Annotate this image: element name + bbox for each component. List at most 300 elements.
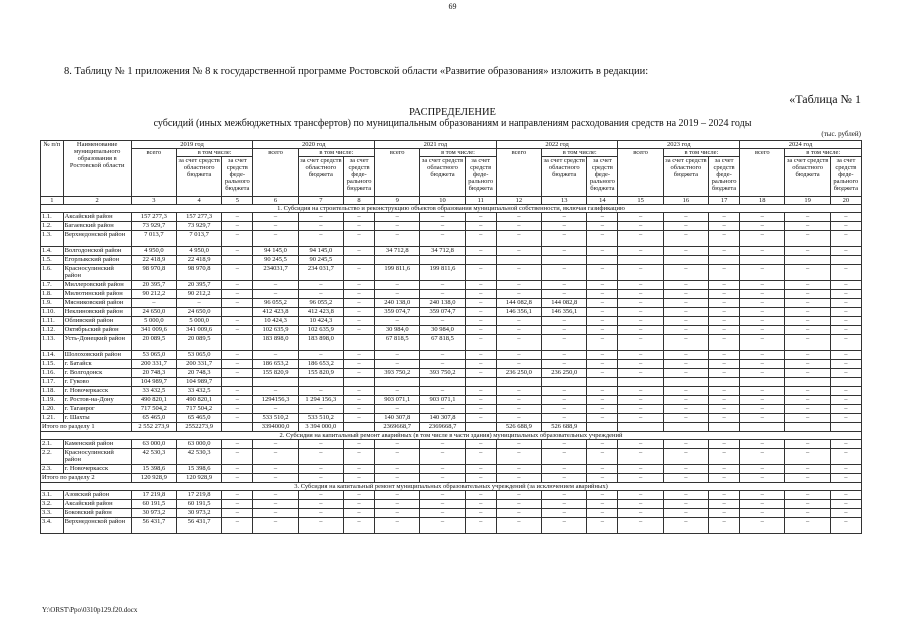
value-cell: – — [618, 509, 663, 518]
value-cell: – — [587, 317, 618, 326]
value-cell: – — [465, 281, 496, 290]
value-cell: – — [830, 213, 861, 222]
value-cell: – — [465, 213, 496, 222]
value-cell: – — [465, 247, 496, 256]
value-cell: – — [709, 414, 740, 423]
value-cell: 5 000,0 — [131, 317, 176, 326]
value-cell: – — [663, 231, 708, 247]
value-cell: 144 082,8 — [496, 299, 541, 308]
value-cell: – — [740, 290, 785, 299]
header-fed: за счет средств феде-рального бюджета — [830, 157, 861, 197]
header-obl: за счет средств областного бюджета — [542, 157, 587, 197]
value-cell: – — [542, 290, 587, 299]
header-row-incl — [41, 149, 862, 157]
value-cell: 60 191,5 — [131, 500, 176, 509]
value-cell: 7 013,7 — [176, 231, 221, 247]
value-cell: – — [587, 299, 618, 308]
value-cell: 73 929,7 — [176, 222, 221, 231]
value-cell: – — [298, 465, 343, 474]
value-cell: – — [222, 326, 253, 335]
value-cell: – — [375, 509, 420, 518]
value-cell: – — [785, 369, 830, 378]
value-cell: – — [618, 265, 663, 281]
row-number: 1.17. — [41, 378, 64, 387]
value-cell: 90 245,5 — [253, 256, 298, 265]
value-cell: 903 071,1 — [375, 396, 420, 405]
value-cell: – — [465, 396, 496, 405]
header-total: всего — [253, 149, 298, 197]
value-cell: – — [740, 396, 785, 405]
column-number: 6 — [253, 197, 298, 205]
table-row — [41, 335, 862, 351]
value-cell: – — [709, 299, 740, 308]
value-cell: – — [785, 405, 830, 414]
value-cell: – — [663, 414, 708, 423]
value-cell: – — [663, 387, 708, 396]
row-number: 1.3. — [41, 231, 64, 247]
value-cell: 199 811,6 — [420, 265, 465, 281]
value-cell: – — [587, 231, 618, 247]
value-cell: 24 650,0 — [176, 308, 221, 317]
row-number: 1.15. — [41, 360, 64, 369]
header-total: всего — [131, 149, 176, 197]
value-cell: – — [496, 335, 541, 351]
value-cell: – — [344, 265, 375, 281]
value-cell: – — [542, 360, 587, 369]
value-cell: – — [663, 308, 708, 317]
value-cell: – — [298, 518, 343, 534]
value-cell: – — [222, 281, 253, 290]
header-year: 2022 год — [496, 141, 618, 149]
value-cell — [542, 256, 587, 265]
value-cell: – — [785, 281, 830, 290]
value-cell — [222, 378, 253, 387]
row-number: 1.13. — [41, 335, 64, 351]
row-number: 1.6. — [41, 265, 64, 281]
value-cell: – — [587, 360, 618, 369]
row-number: 1.5. — [41, 256, 64, 265]
value-cell: – — [785, 351, 830, 360]
footer-path: Y:\ORST\Ppo\0310p129.f20.docx — [42, 606, 138, 614]
value-cell: 22 418,9 — [131, 256, 176, 265]
value-cell: – — [542, 396, 587, 405]
column-number: 3 — [131, 197, 176, 205]
total-value-cell — [663, 423, 708, 432]
column-number: 13 — [542, 197, 587, 205]
value-cell: – — [663, 326, 708, 335]
value-cell: – — [542, 335, 587, 351]
value-cell: – — [663, 222, 708, 231]
table-row — [41, 326, 862, 335]
value-cell: – — [344, 518, 375, 534]
section-total-row — [41, 474, 862, 483]
table-row — [41, 317, 862, 326]
value-cell: – — [222, 449, 253, 465]
value-cell: – — [785, 290, 830, 299]
value-cell: – — [496, 440, 541, 449]
value-cell: – — [709, 387, 740, 396]
value-cell: – — [740, 449, 785, 465]
value-cell: – — [542, 491, 587, 500]
value-cell: – — [830, 308, 861, 317]
municipality-name: Красносулинский район — [63, 265, 131, 281]
value-cell: 717 504,2 — [176, 405, 221, 414]
value-cell: – — [344, 360, 375, 369]
section-total-label: Итого по разделу 1 — [41, 423, 132, 432]
value-cell: 200 331,7 — [176, 360, 221, 369]
header-total: всего — [375, 149, 420, 197]
value-cell: – — [465, 299, 496, 308]
value-cell: 34 712,8 — [420, 247, 465, 256]
value-cell: – — [420, 465, 465, 474]
value-cell: – — [253, 281, 298, 290]
value-cell: – — [542, 326, 587, 335]
value-cell: – — [420, 222, 465, 231]
municipality-name: Шолоховский район — [63, 351, 131, 360]
column-number: 17 — [709, 197, 740, 205]
value-cell: – — [496, 265, 541, 281]
total-value-cell — [830, 423, 861, 432]
value-cell: – — [618, 491, 663, 500]
value-cell: – — [465, 351, 496, 360]
header-obl: за счет средств областного бюджета — [663, 157, 708, 197]
value-cell: – — [222, 231, 253, 247]
value-cell: – — [253, 500, 298, 509]
value-cell: 42 530,3 — [176, 449, 221, 465]
header-obl: за счет средств областного бюджета — [298, 157, 343, 197]
value-cell: – — [785, 465, 830, 474]
value-cell: 146 356,1 — [542, 308, 587, 317]
value-cell: – — [344, 281, 375, 290]
value-cell: – — [740, 317, 785, 326]
value-cell: 63 000,0 — [176, 440, 221, 449]
section-title-row — [41, 205, 862, 213]
table-row — [41, 369, 862, 378]
value-cell: 10 424,3 — [298, 317, 343, 326]
value-cell: – — [618, 440, 663, 449]
value-cell: – — [465, 360, 496, 369]
value-cell: 30 973,2 — [176, 509, 221, 518]
value-cell: – — [253, 231, 298, 247]
value-cell: – — [542, 213, 587, 222]
table-row — [41, 256, 862, 265]
value-cell — [785, 256, 830, 265]
municipality-name: Волгодонской район — [63, 247, 131, 256]
header-obl: за счет средств областного бюджета — [420, 157, 465, 197]
value-cell: – — [709, 440, 740, 449]
value-cell: – — [465, 335, 496, 351]
value-cell — [298, 378, 343, 387]
value-cell: – — [663, 509, 708, 518]
value-cell — [465, 378, 496, 387]
value-cell: – — [618, 326, 663, 335]
document-title: РАСПРЕДЕЛЕНИЕ — [409, 107, 496, 118]
value-cell: – — [222, 213, 253, 222]
row-number: 3.4. — [41, 518, 64, 534]
value-cell: – — [222, 360, 253, 369]
total-value-cell: – — [785, 474, 830, 483]
total-value-cell: – — [298, 474, 343, 483]
value-cell: – — [253, 518, 298, 534]
value-cell: – — [740, 518, 785, 534]
section-title: 2. Субсидия на капитальный ремонт аварийных (в том числе в части здания) муниципальных образовательных учреждений — [41, 432, 862, 440]
value-cell: – — [740, 414, 785, 423]
column-number: 8 — [344, 197, 375, 205]
value-cell: 56 431,7 — [131, 518, 176, 534]
value-cell: – — [344, 290, 375, 299]
page-number: 69 — [448, 2, 457, 11]
value-cell: 20 748,3 — [131, 369, 176, 378]
value-cell: – — [830, 351, 861, 360]
value-cell: – — [496, 290, 541, 299]
value-cell: – — [663, 449, 708, 465]
municipality-name: г. Шахты — [63, 414, 131, 423]
value-cell: 20 089,5 — [131, 335, 176, 351]
value-cell: – — [663, 369, 708, 378]
row-number: 1.2. — [41, 222, 64, 231]
value-cell: – — [298, 213, 343, 222]
value-cell: – — [420, 213, 465, 222]
value-cell — [496, 378, 541, 387]
value-cell — [709, 378, 740, 387]
value-cell: – — [496, 317, 541, 326]
value-cell: – — [496, 222, 541, 231]
value-cell: – — [465, 326, 496, 335]
value-cell: – — [830, 509, 861, 518]
value-cell: 17 219,8 — [176, 491, 221, 500]
value-cell: 183 898,0 — [298, 335, 343, 351]
value-cell: – — [709, 290, 740, 299]
value-cell: – — [253, 222, 298, 231]
value-cell: – — [298, 509, 343, 518]
value-cell: – — [222, 414, 253, 423]
row-number: 1.7. — [41, 281, 64, 290]
total-value-cell: – — [542, 474, 587, 483]
value-cell: – — [496, 414, 541, 423]
value-cell: – — [222, 396, 253, 405]
value-cell: – — [785, 265, 830, 281]
total-value-cell — [709, 423, 740, 432]
value-cell: 533 510,2 — [253, 414, 298, 423]
value-cell: 65 465,0 — [131, 414, 176, 423]
value-cell: – — [542, 281, 587, 290]
value-cell — [222, 335, 253, 351]
value-cell: 60 191,5 — [176, 500, 221, 509]
value-cell: – — [785, 299, 830, 308]
municipality-name: Мясниковский район — [63, 299, 131, 308]
value-cell: – — [344, 247, 375, 256]
value-cell — [587, 256, 618, 265]
table-row — [41, 281, 862, 290]
total-value-cell: – — [830, 474, 861, 483]
value-cell: – — [618, 213, 663, 222]
municipality-name: г. Гуково — [63, 378, 131, 387]
row-number: 1.8. — [41, 290, 64, 299]
value-cell: – — [542, 440, 587, 449]
value-cell: – — [375, 317, 420, 326]
value-cell: – — [298, 491, 343, 500]
value-cell: – — [222, 290, 253, 299]
value-cell — [830, 378, 861, 387]
value-cell: 65 465,0 — [176, 414, 221, 423]
value-cell: – — [830, 518, 861, 534]
value-cell: – — [542, 449, 587, 465]
value-cell: – — [709, 308, 740, 317]
value-cell: – — [663, 491, 708, 500]
value-cell: 102 635,9 — [298, 326, 343, 335]
column-number: 1 — [41, 197, 64, 205]
value-cell — [222, 256, 253, 265]
column-number: 12 — [496, 197, 541, 205]
value-cell: – — [830, 281, 861, 290]
table-row — [41, 449, 862, 465]
value-cell: – — [496, 405, 541, 414]
value-cell: – — [344, 414, 375, 423]
value-cell: 1 294 156,3 — [298, 396, 343, 405]
value-cell: – — [709, 405, 740, 414]
value-cell — [420, 256, 465, 265]
total-value-cell — [465, 423, 496, 432]
value-cell: – — [465, 440, 496, 449]
header-year: 2024 год — [740, 141, 862, 149]
total-value-cell — [785, 423, 830, 432]
row-number: 1.1. — [41, 213, 64, 222]
value-cell: 234031,7 — [253, 265, 298, 281]
section-total-label: Итого по разделу 2 — [41, 474, 132, 483]
total-value-cell: 120 928,9 — [176, 474, 221, 483]
total-value-cell — [587, 423, 618, 432]
value-cell: – — [465, 449, 496, 465]
value-cell — [587, 378, 618, 387]
value-cell: – — [785, 440, 830, 449]
total-value-cell: 526 688,9 — [496, 423, 541, 432]
value-cell — [344, 335, 375, 351]
value-cell: – — [587, 213, 618, 222]
value-cell: 90 212,2 — [131, 290, 176, 299]
header-incl: в том числе: — [298, 149, 374, 157]
value-cell: – — [663, 500, 708, 509]
table-row — [41, 265, 862, 281]
value-cell: – — [542, 265, 587, 281]
value-cell: – — [740, 465, 785, 474]
header-incl: в том числе: — [785, 149, 862, 157]
total-value-cell: 2552273,9 — [176, 423, 221, 432]
value-cell: – — [253, 290, 298, 299]
value-cell: – — [740, 308, 785, 317]
value-cell: – — [740, 335, 785, 351]
column-number: 7 — [298, 197, 343, 205]
table-row — [41, 299, 862, 308]
value-cell: – — [344, 440, 375, 449]
header-fed: за счет средств феде-рального бюджета — [222, 157, 253, 197]
value-cell: – — [375, 222, 420, 231]
value-cell: – — [465, 465, 496, 474]
row-number: 1.19. — [41, 396, 64, 405]
value-cell: – — [709, 317, 740, 326]
value-cell: – — [740, 351, 785, 360]
value-cell: – — [830, 265, 861, 281]
value-cell: 393 750,2 — [420, 369, 465, 378]
value-cell: – — [587, 351, 618, 360]
value-cell: 94 145,0 — [298, 247, 343, 256]
row-number: 2.1. — [41, 440, 64, 449]
total-value-cell: 2369668,7 — [420, 423, 465, 432]
value-cell: – — [496, 449, 541, 465]
value-cell: 146 356,1 — [496, 308, 541, 317]
value-cell: 24 650,0 — [131, 308, 176, 317]
value-cell: – — [663, 317, 708, 326]
value-cell: – — [663, 335, 708, 351]
row-number: 3.3. — [41, 509, 64, 518]
column-number: 14 — [587, 197, 618, 205]
value-cell — [222, 308, 253, 317]
value-cell: – — [375, 449, 420, 465]
value-cell: – — [740, 265, 785, 281]
total-value-cell: – — [740, 474, 785, 483]
value-cell: 20 395,7 — [176, 281, 221, 290]
total-value-cell: – — [496, 474, 541, 483]
value-cell: – — [542, 247, 587, 256]
value-cell: – — [420, 500, 465, 509]
value-cell: – — [830, 326, 861, 335]
header-total: всего — [618, 149, 663, 197]
value-cell: – — [375, 518, 420, 534]
row-number: 1.12. — [41, 326, 64, 335]
total-value-cell: – — [709, 474, 740, 483]
value-cell: – — [496, 351, 541, 360]
value-cell: – — [131, 299, 176, 308]
value-cell: – — [663, 281, 708, 290]
value-cell: – — [587, 509, 618, 518]
value-cell: – — [785, 360, 830, 369]
total-value-cell: – — [587, 474, 618, 483]
value-cell: 183 898,0 — [253, 335, 298, 351]
value-cell: – — [496, 500, 541, 509]
value-cell: – — [663, 290, 708, 299]
column-number: 11 — [465, 197, 496, 205]
value-cell: – — [740, 326, 785, 335]
value-cell: – — [709, 265, 740, 281]
section-title-row — [41, 483, 862, 491]
municipality-name: Боковский район — [63, 509, 131, 518]
value-cell: – — [253, 387, 298, 396]
value-cell: – — [222, 317, 253, 326]
value-cell: – — [420, 360, 465, 369]
value-cell: – — [618, 281, 663, 290]
table-row — [41, 500, 862, 509]
value-cell: 98 970,8 — [176, 265, 221, 281]
value-cell: – — [785, 518, 830, 534]
value-cell: – — [542, 465, 587, 474]
column-number: 15 — [618, 197, 663, 205]
value-cell: – — [375, 465, 420, 474]
table-row — [41, 308, 862, 317]
value-cell: – — [298, 351, 343, 360]
value-cell: – — [663, 396, 708, 405]
value-cell: – — [709, 351, 740, 360]
value-cell: – — [740, 509, 785, 518]
value-cell: – — [496, 231, 541, 247]
value-cell: – — [465, 500, 496, 509]
value-cell: – — [542, 414, 587, 423]
section-total-row — [41, 423, 862, 432]
value-cell: – — [587, 491, 618, 500]
value-cell: – — [663, 213, 708, 222]
table-row — [41, 509, 862, 518]
value-cell — [740, 378, 785, 387]
value-cell: – — [496, 518, 541, 534]
value-cell — [663, 378, 708, 387]
